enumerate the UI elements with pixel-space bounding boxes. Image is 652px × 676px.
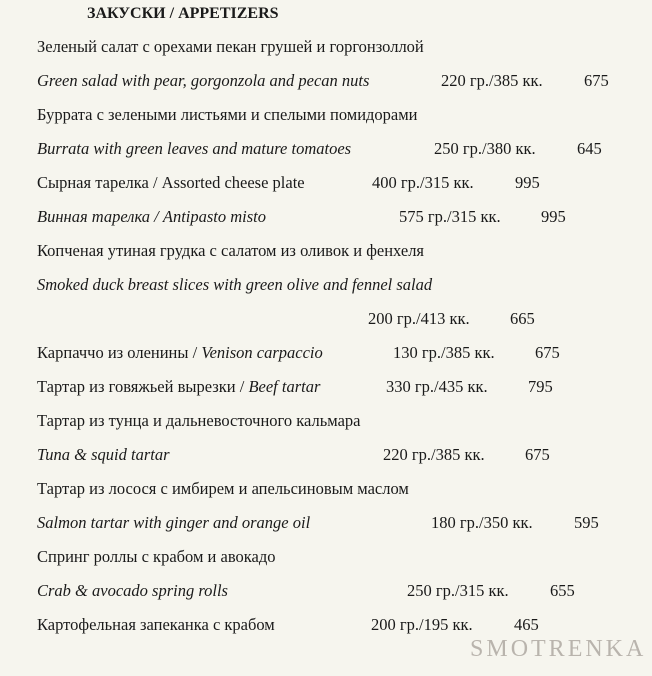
item-5-name-ru: Копченая утиная грудка с салатом из оливок и фенхеля [37,241,425,260]
section-title: ЗАКУСКИ / APPETIZERS [87,5,279,22]
item-4-price: 995 [541,207,566,226]
item-5-weight: 200 гр./413 кк. [368,309,470,328]
watermark: SMOTRENKA [470,636,647,662]
item-7-name-ru: Тартар из говяжьей вырезки / [37,377,249,396]
item-10-price: 655 [550,581,575,600]
item-9-name-en: Salmon tartar with ginger and orange oil [37,513,311,532]
item-1-name-ru: Зеленый салат с орехами пекан грушей и горгонзоллой [37,37,424,56]
item-9-name-ru: Тартар из лосося с имбирем и апельсиновым маслом [37,479,409,498]
item-10-name-en: Crab & avocado spring rolls [37,581,228,600]
item-7-name [37,377,320,397]
item-8-name-en: Tuna & squid tartar [37,445,170,464]
item-3-price: 995 [515,173,540,192]
item-5-name-en: Smoked duck breast slices with green olive and fennel salad [37,275,433,294]
item-8-name-ru: Тартар из тунца и дальневосточного кальмара [37,411,361,430]
item-4-weight: 575 гр./315 кк. [399,207,501,226]
item-6-price: 675 [535,343,560,362]
item-4-name [37,207,266,227]
item-10-name-ru: Спринг роллы с крабом и авокадо [37,547,276,566]
item-8-price: 675 [525,445,550,464]
item-5-price: 665 [510,309,535,328]
item-4-name-ru: Винная тарелка / [37,207,163,226]
item-6-name [37,343,323,363]
item-9-weight: 180 гр./350 кк. [431,513,533,532]
item-2-weight: 250 гр./380 кк. [434,139,536,158]
item-7-weight: 330 гр./435 кк. [386,377,488,396]
item-9-price: 595 [574,513,599,532]
item-2-price: 645 [577,139,602,158]
item-11-price: 465 [514,615,539,634]
item-1-price: 675 [584,71,609,90]
item-2-name-en: Burrata with green leaves and mature tomatoes [37,139,352,158]
item-2-name-ru: Буррата с зелеными листьями и спелыми помидорами [37,105,418,124]
item-11-name: Картофельная запеканка с крабом [37,615,275,634]
item-10-weight: 250 гр./315 кк. [407,581,509,600]
item-6-name-ru: Карпаччо из оленины / [37,343,202,362]
item-7-name-en: Beef tartar [248,377,321,396]
item-11-weight: 200 гр./195 кк. [371,615,473,634]
item-3-weight: 400 гр./315 кк. [372,173,474,192]
item-6-name-en: Venison carpaccio [201,343,323,362]
item-1-name-en: Green salad with pear, gorgonzola and pecan nuts [37,71,370,90]
item-8-weight: 220 гр./385 кк. [383,445,485,464]
item-1-weight: 220 гр./385 кк. [441,71,543,90]
item-7-price: 795 [528,377,553,396]
item-6-weight: 130 гр./385 кк. [393,343,495,362]
item-4-name-en: Antipasto misto [162,207,267,226]
item-3-name: Сырная тарелка / Assorted cheese plate [37,173,305,192]
